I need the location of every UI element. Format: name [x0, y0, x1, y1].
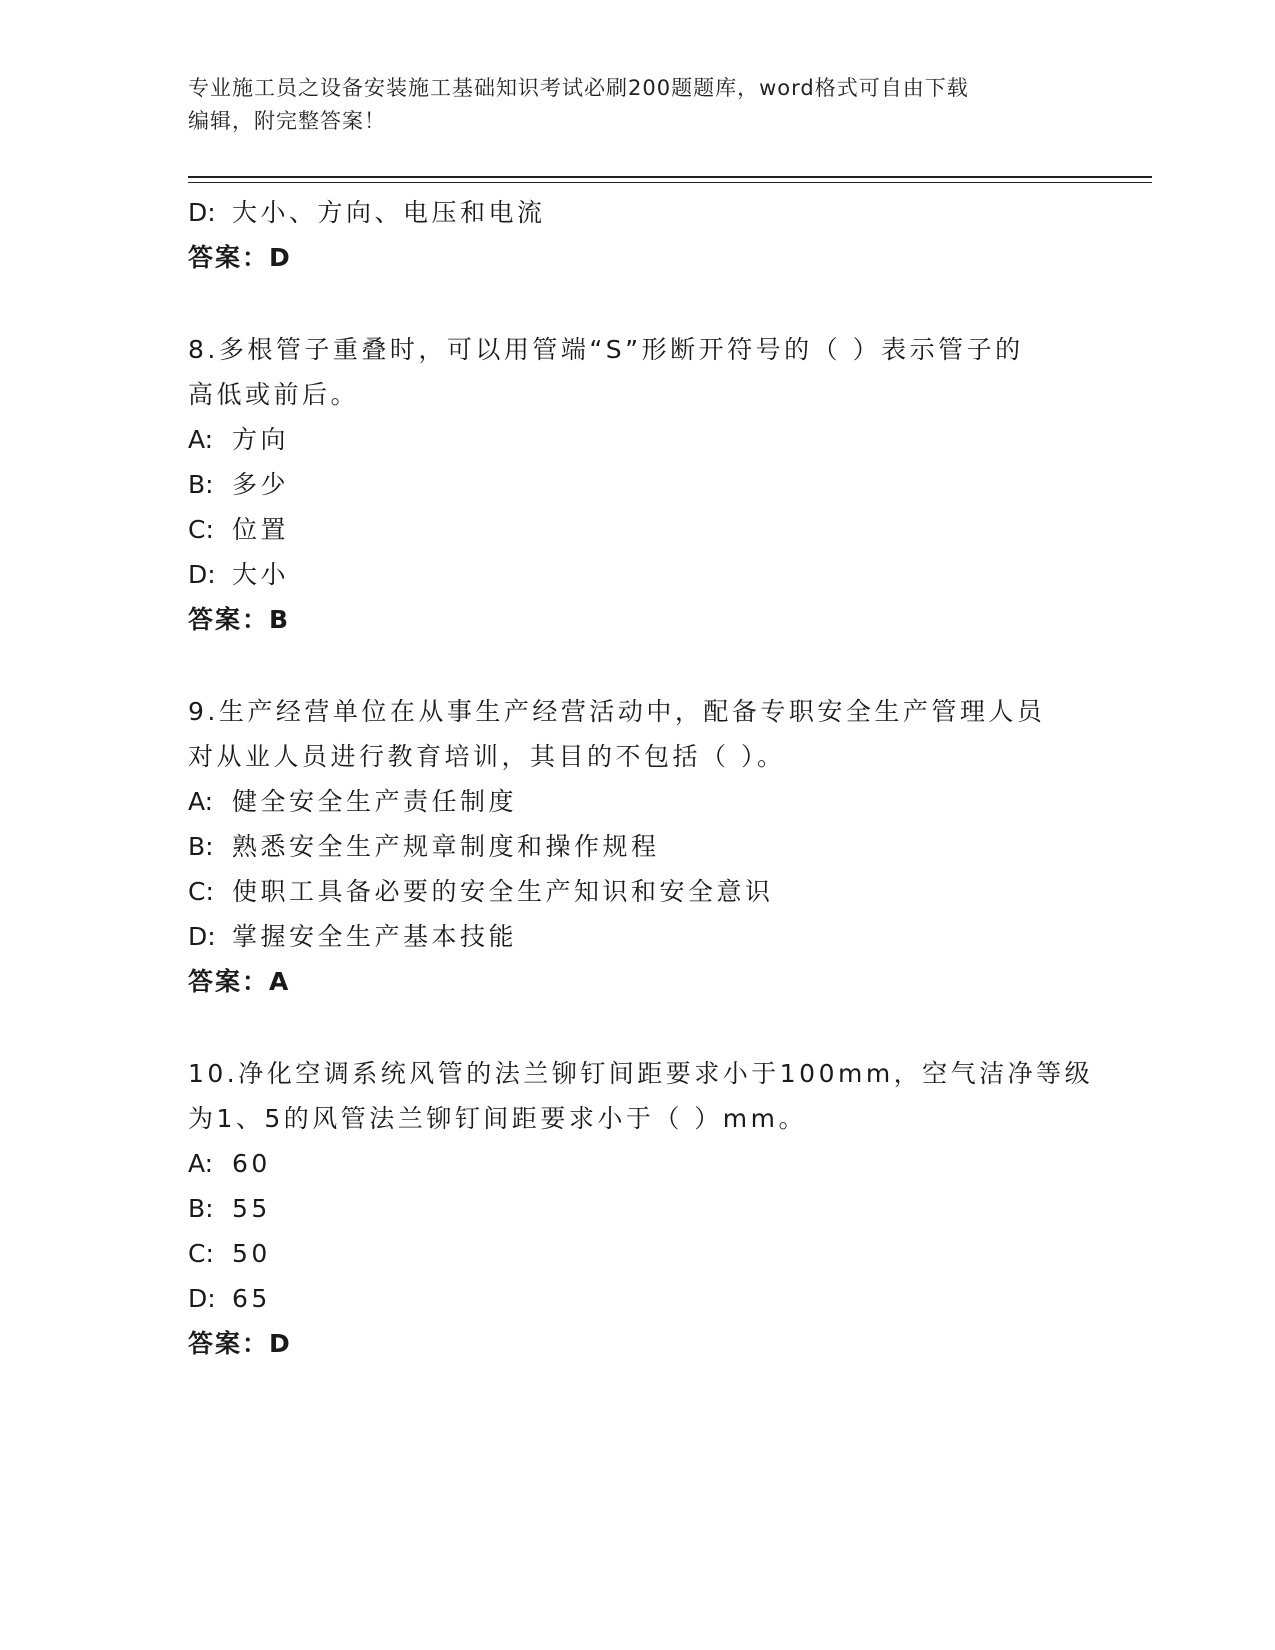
option-a: [188, 1141, 1088, 1186]
option-text: 方向: [232, 425, 290, 454]
option-text: 使职工具备必要的安全生产知识和安全意识: [232, 877, 774, 906]
header-title-line-1: 专业施工员之设备安装施工基础知识考试必刷200题题库，word格式可自由下载: [188, 76, 969, 100]
option-letter: B:: [188, 470, 214, 499]
answer-label: 答案：B: [188, 605, 291, 634]
option-d: [188, 1276, 1088, 1321]
option-c: [188, 507, 1088, 552]
option-letter: A:: [188, 787, 214, 816]
option-text: 掌握安全生产基本技能: [232, 922, 518, 951]
option-text: 60: [232, 1149, 271, 1178]
option-c: [188, 1231, 1088, 1276]
option-a: [188, 779, 1088, 824]
option-text: 健全安全生产责任制度: [232, 787, 518, 816]
option-letter: A:: [188, 1149, 214, 1178]
question-8: [188, 327, 1088, 642]
option-letter: B:: [188, 832, 214, 861]
question-stem-line-2: 为1、5的风管法兰铆钉间距要求小于（ ）mm。: [188, 1104, 807, 1133]
option-d: [188, 552, 1088, 597]
question-spacer: [188, 642, 1088, 689]
header-divider-thin: [188, 182, 1152, 183]
option-letter: D:: [188, 198, 216, 227]
option-text: 熟悉安全生产规章制度和操作规程: [232, 832, 660, 861]
option-letter: A:: [188, 425, 214, 454]
header-divider-thick: [188, 176, 1152, 178]
option-letter: D:: [188, 1284, 216, 1313]
option-a: [188, 417, 1088, 462]
option-letter: D:: [188, 560, 216, 589]
option-b: [188, 824, 1088, 869]
option-c: [188, 869, 1088, 914]
option-letter: B:: [188, 1194, 214, 1223]
option-b: [188, 1186, 1088, 1231]
question-10: [188, 1051, 1094, 1366]
option-text: 50: [232, 1239, 271, 1268]
header-title-line-2: 编辑，附完整答案！: [188, 109, 386, 133]
document-header: [188, 72, 1068, 138]
answer-label: 答案：A: [188, 967, 291, 996]
option-d: [188, 914, 1088, 959]
question-7-tail: [188, 190, 1088, 280]
option-b: [188, 462, 1088, 507]
answer-label: 答案：D: [188, 243, 292, 272]
question-spacer: [188, 280, 1088, 327]
option-text: 55: [232, 1194, 271, 1223]
option-text: 大小: [232, 560, 290, 589]
question-stem-line-1: 8.多根管子重叠时，可以用管端“S”形断开符号的（ ）表示管子的: [188, 335, 1024, 364]
question-stem-line-2: 对从业人员进行教育培训，其目的不包括（ ）。: [188, 742, 786, 771]
option-letter: C:: [188, 515, 214, 544]
option-d: [188, 190, 1088, 235]
question-stem-line-2: 高低或前后。: [188, 380, 360, 409]
option-text: 65: [232, 1284, 271, 1313]
answer-label: 答案：D: [188, 1329, 292, 1358]
question-stem-line-1: 10.净化空调系统风管的法兰铆钉间距要求小于100mm，空气洁净等级: [188, 1059, 1094, 1088]
option-text: 大小、方向、电压和电流: [232, 198, 546, 227]
question-list: [188, 190, 1094, 1366]
option-text: 多少: [232, 470, 290, 499]
option-letter: C:: [188, 877, 214, 906]
question-spacer: [188, 1004, 1088, 1051]
question-stem-line-1: 9.生产经营单位在从事生产经营活动中，配备专职安全生产管理人员: [188, 697, 1046, 726]
option-text: 位置: [232, 515, 290, 544]
option-letter: D:: [188, 922, 216, 951]
question-9: [188, 689, 1088, 1004]
option-letter: C:: [188, 1239, 214, 1268]
